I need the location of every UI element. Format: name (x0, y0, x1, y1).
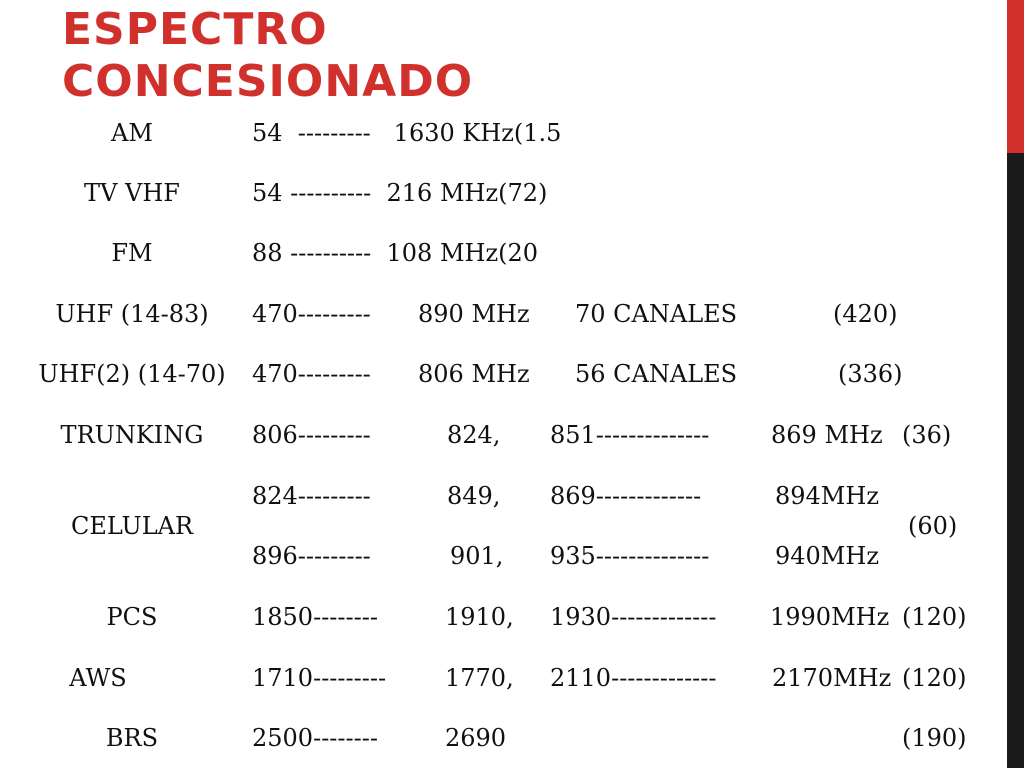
row-pcs-end2: 1990MHz (770, 603, 890, 631)
row-uhf2-start: 470--------- (252, 360, 371, 388)
row-celular-b-end2: 940MHz (775, 542, 879, 570)
row-celular-bandwidth: (60) (908, 512, 958, 540)
row-label-uhf2: UHF(2) (14-70) (38, 360, 226, 388)
row-label-tv-vhf: TV VHF (84, 179, 180, 207)
row-aws-bandwidth: (120) (902, 664, 967, 692)
row-tv-vhf-range: 54 ---------- 216 MHz(72) (252, 179, 548, 207)
row-fm-range: 88 ---------- 108 MHz(20 (252, 239, 539, 267)
row-celular-a-end2: 894MHz (775, 482, 879, 510)
title-line-1: ESPECTRO (62, 4, 328, 55)
row-aws-end2: 2170MHz (772, 664, 892, 692)
row-trunking-end2: 869 MHz (771, 421, 883, 449)
row-celular-b-end1: 901, (450, 542, 504, 570)
row-brs-bandwidth: (190) (902, 724, 967, 752)
row-label-uhf: UHF (14-83) (55, 300, 209, 328)
row-uhf-bandwidth: (420) (833, 300, 898, 328)
row-aws-start2: 2110------------- (550, 664, 717, 692)
row-celular-b-start2: 935-------------- (550, 542, 710, 570)
row-uhf2-end: 806 MHz (418, 360, 530, 388)
row-trunking-start2: 851-------------- (550, 421, 710, 449)
row-celular-a-start1: 824--------- (252, 482, 371, 510)
accent-bar-dark (1007, 153, 1024, 768)
row-am-range: 54 --------- 1630 KHz(1.5 (252, 119, 562, 147)
row-pcs-start2: 1930------------- (550, 603, 717, 631)
row-label-am: AM (111, 119, 153, 147)
row-pcs-end1: 1910, (445, 603, 514, 631)
row-uhf-start: 470--------- (252, 300, 371, 328)
row-uhf-end: 890 MHz (418, 300, 530, 328)
row-label-aws: AWS (69, 664, 127, 692)
row-label-pcs: PCS (106, 603, 158, 631)
title-line-2: CONCESIONADO (62, 56, 474, 107)
slide-title (62, 4, 473, 108)
row-brs-end: 2690 (445, 724, 507, 752)
row-trunking-start1: 806--------- (252, 421, 371, 449)
row-celular-a-end1: 849, (447, 482, 501, 510)
row-label-fm: FM (111, 239, 153, 267)
row-uhf-channels: 70 CANALES (575, 300, 738, 328)
row-aws-start1: 1710--------- (252, 664, 387, 692)
row-pcs-bandwidth: (120) (902, 603, 967, 631)
row-brs-start: 2500-------- (252, 724, 378, 752)
row-trunking-bandwidth: (36) (902, 421, 952, 449)
row-pcs-start1: 1850-------- (252, 603, 378, 631)
row-aws-end1: 1770, (445, 664, 514, 692)
row-celular-b-start1: 896--------- (252, 542, 371, 570)
accent-bar-red (1007, 0, 1024, 153)
row-uhf2-channels: 56 CANALES (575, 360, 738, 388)
row-celular-a-start2: 869------------- (550, 482, 702, 510)
row-trunking-end1: 824, (447, 421, 501, 449)
row-label-celular: CELULAR (70, 512, 194, 540)
row-label-brs: BRS (105, 724, 159, 752)
row-uhf2-bandwidth: (336) (838, 360, 903, 388)
row-label-trunking: TRUNKING (60, 421, 204, 449)
